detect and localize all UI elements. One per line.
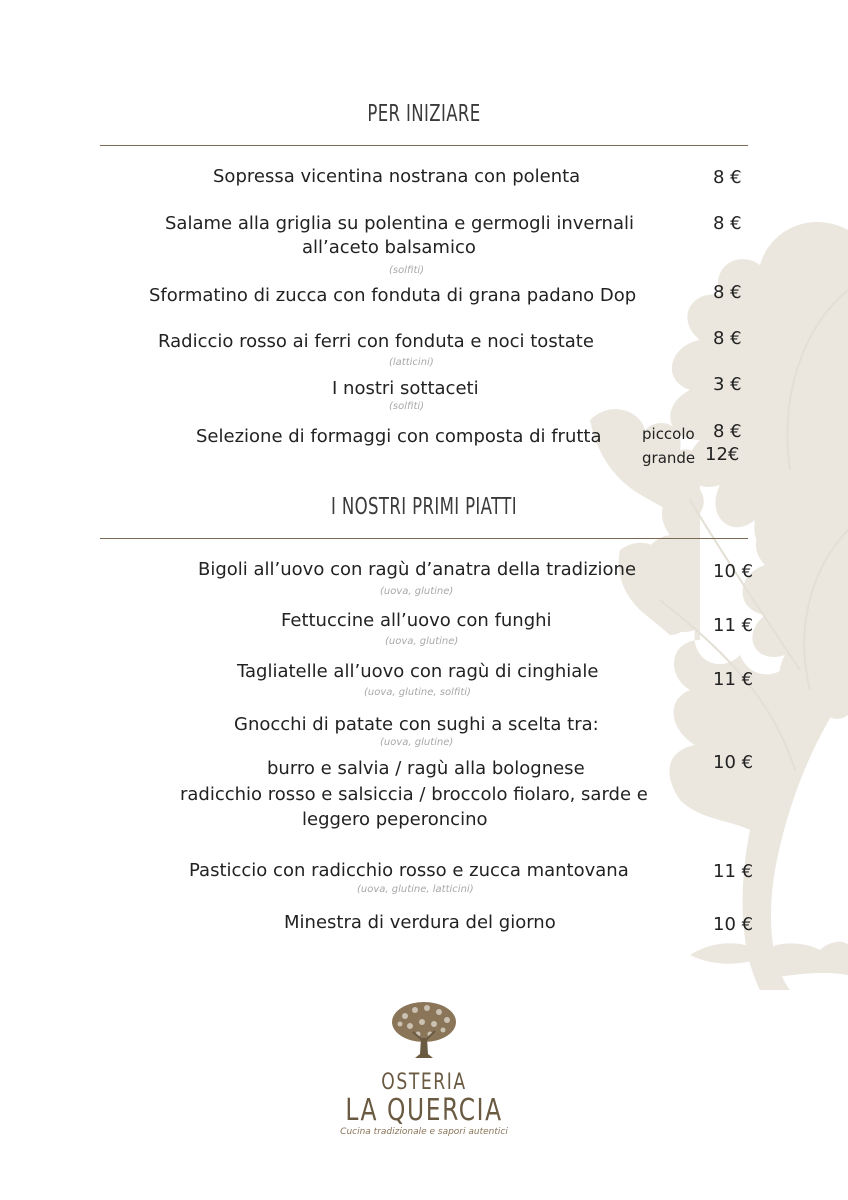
dish-price: 8 €	[713, 213, 742, 234]
section-divider	[100, 538, 748, 539]
allergen-note: (uova, glutine)	[385, 636, 459, 647]
dish-name: I nostri sottaceti	[332, 378, 479, 399]
dish-price: 8 €	[713, 167, 742, 188]
allergen-note: (uova, glutine)	[380, 737, 454, 748]
sauce-options: burro e salvia / ragù alla bolognese	[267, 758, 585, 779]
dish-name-cont: all’aceto balsamico	[302, 237, 476, 258]
section-title-per-iniziare: PER INIZIARE	[367, 101, 481, 127]
dish-price: 11 €	[713, 669, 754, 690]
allergen-note: (uova, glutine, latticini)	[357, 884, 474, 895]
sauce-options: radicchio rosso e salsiccia / broccolo fiolaro, sarde e	[180, 784, 648, 805]
size-label-large: grande	[642, 449, 696, 467]
allergen-note: (uova, glutine)	[380, 586, 454, 597]
dish-name: Radiccio rosso ai ferri con fonduta e noci tostate	[158, 331, 594, 352]
dish-name: Gnocchi di patate con sughi a scelta tra:	[234, 714, 599, 735]
brand-la-quercia: LA QUERCIA	[345, 1093, 503, 1128]
dish-price: 3 €	[713, 374, 742, 395]
dish-price: 8 €	[713, 328, 742, 349]
dish-price: 11 €	[713, 615, 754, 636]
section-divider	[100, 145, 748, 146]
brand-tagline: Cucina tradizionale e sapori autentici	[340, 1127, 508, 1137]
dish-name: Fettuccine all’uovo con funghi	[281, 610, 552, 631]
dish-name: Sopressa vicentina nostrana con polenta	[213, 166, 581, 187]
size-label-small: piccolo	[642, 425, 695, 443]
size-price-small: 8 €	[713, 421, 742, 442]
dish-name: Sformatino di zucca con fonduta di grana padano Dop	[149, 285, 637, 306]
size-price-large: 12€	[705, 444, 740, 465]
dish-name: Selezione di formaggi con composta di frutta	[196, 426, 602, 447]
oak-tree-logo-icon	[385, 998, 463, 1060]
allergen-note: (solfiti)	[389, 401, 425, 412]
dish-price: 8 €	[713, 282, 742, 303]
dish-name: Salame alla griglia su polentina e germogli invernali	[165, 213, 634, 234]
allergen-note: (uova, glutine, solfiti)	[364, 687, 471, 698]
sauce-options: leggero peperoncino	[302, 809, 488, 830]
dish-name: Pasticcio con radicchio rosso e zucca mantovana	[189, 860, 629, 881]
dish-price: 10 €	[713, 752, 754, 773]
section-title-primi-piatti: I NOSTRI PRIMI PIATTI	[331, 494, 517, 520]
allergen-note: (latticini)	[389, 357, 434, 368]
allergen-note: (solfiti)	[389, 265, 425, 276]
dish-name: Tagliatelle all’uovo con ragù di cinghiale	[237, 661, 599, 682]
dish-price: 10 €	[713, 914, 754, 935]
dish-price: 10 €	[713, 561, 754, 582]
dish-price: 11 €	[713, 861, 754, 882]
dish-name: Minestra di verdura del giorno	[284, 912, 556, 933]
dish-name: Bigoli all’uovo con ragù d’anatra della tradizione	[198, 559, 637, 580]
brand-osteria: OSTERIA	[381, 1070, 467, 1095]
